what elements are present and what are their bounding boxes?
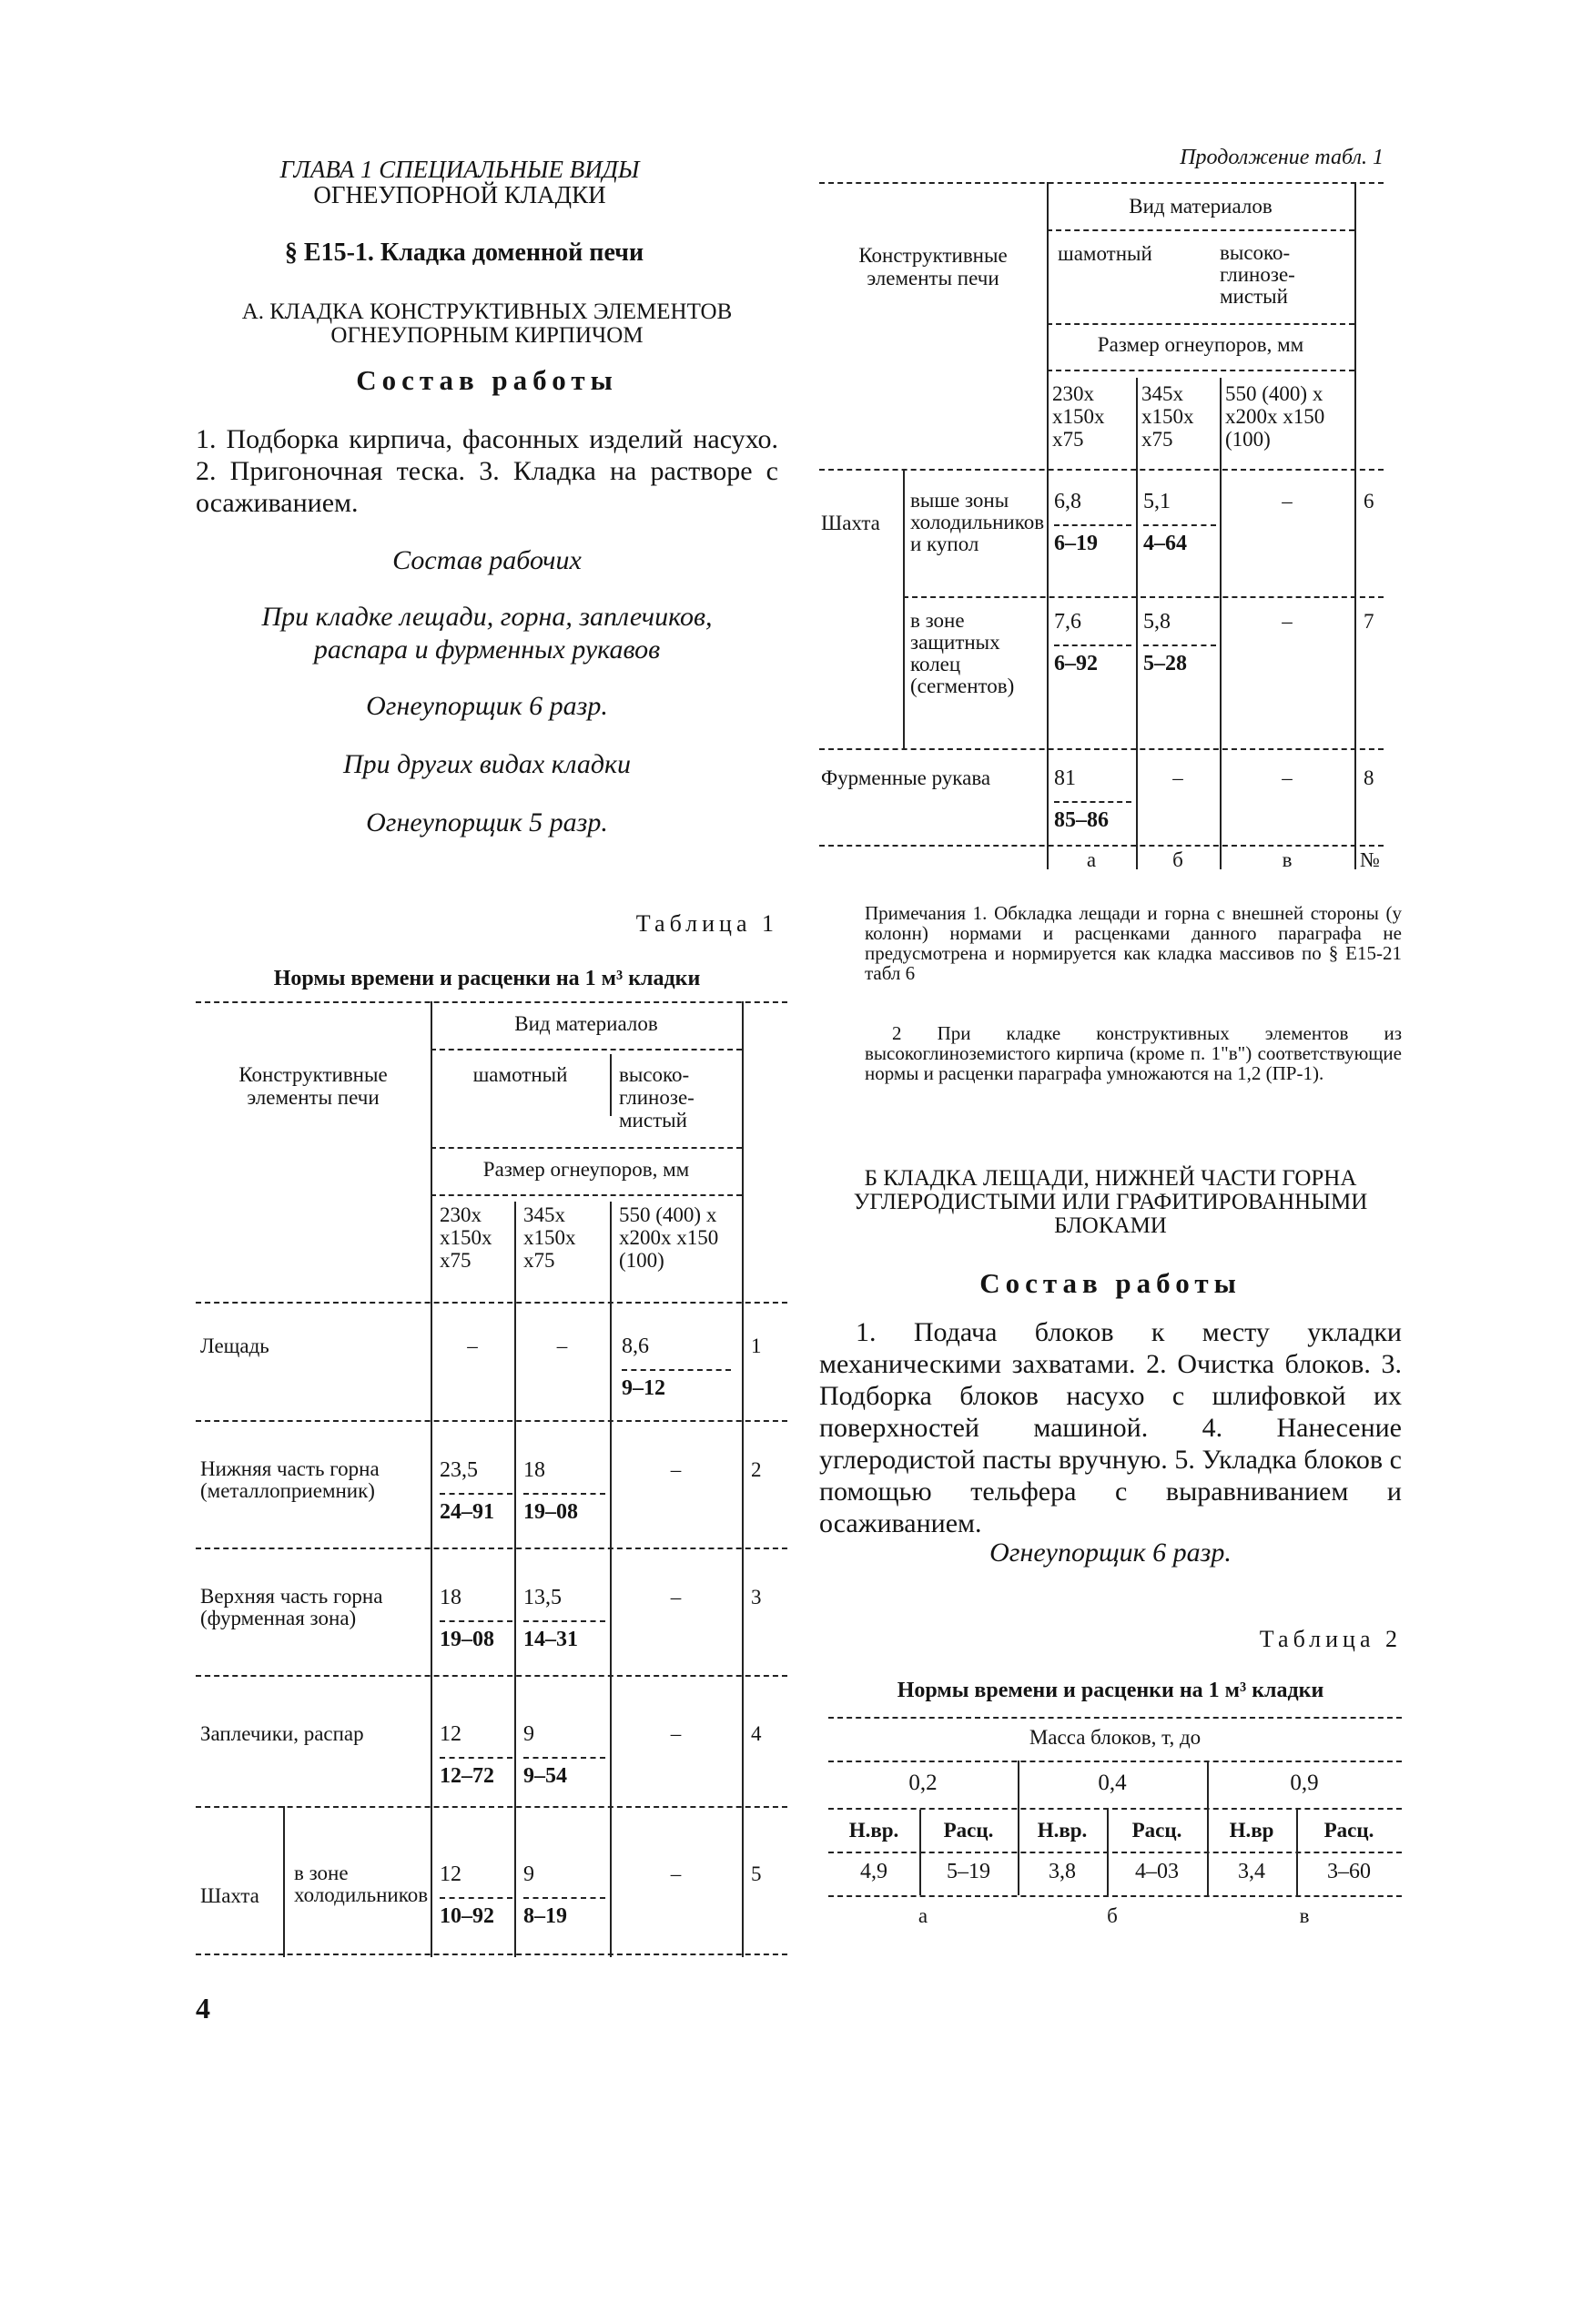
rate: 8–19 [523, 1897, 605, 1928]
mass-value: 0,4 [1098, 1771, 1127, 1795]
work-heading: Состав работы [356, 364, 618, 396]
workers-heading: Состав рабочих [392, 545, 582, 575]
row-label: Лещадь [200, 1335, 269, 1357]
cell-value: – [1172, 766, 1183, 789]
work-heading-b: Состав работы [979, 1267, 1242, 1299]
table-vline [742, 1001, 744, 1957]
row-label: в зоне защитных колец (сегментов) [910, 609, 1015, 697]
row-number: 7 [1364, 610, 1374, 633]
fraction-cell [523, 1862, 605, 1928]
col-elements-header: Конструктивные элементы печи [238, 1063, 388, 1109]
table-vline [431, 1001, 432, 1957]
cell-value: – [670, 1722, 682, 1745]
work-text: 1. Подборка кирпича, фасонных изделий насухо. 2. Пригоночная теска. 3. Кладка на растворе с осаживанием. [196, 424, 778, 518]
rate: 9–54 [523, 1757, 605, 1788]
footer-cell: б [1107, 1904, 1118, 1927]
cell-value: 4,9 [860, 1860, 887, 1883]
table-vline [610, 1054, 612, 1116]
row-label: Заплечики, распар [200, 1722, 364, 1745]
norm-time: 5,1 [1143, 490, 1171, 513]
rate: 5–28 [1143, 644, 1216, 675]
norm-time: 18 [440, 1586, 461, 1609]
fraction-cell [1143, 490, 1216, 555]
table-rule [431, 1049, 742, 1050]
section-a-title [196, 300, 778, 348]
workers-line2: распара и фурменных рукавов [313, 634, 661, 665]
materials-header: Вид материалов [514, 1012, 658, 1035]
rate: 24–91 [440, 1493, 512, 1524]
cell-value: – [670, 1458, 682, 1481]
notes-2: 2 При кладке конструктивных элементов из высокоглиноземистого кирпича (кроме п. 1"в") соответствующие нормы и расценки параграфа умножаются на 1,2 (ПР-1). [865, 1022, 1402, 1084]
fraction-cell [1054, 490, 1131, 555]
table2-label: Таблица 2 [1259, 1626, 1402, 1652]
rate: 9–12 [622, 1369, 731, 1400]
row-label: Нижняя часть горна (металлоприемник) [200, 1457, 380, 1502]
norm-time-header: Н.вр [1229, 1819, 1274, 1842]
size-3: 550 (400) х х200х х150 (100) [619, 1203, 719, 1272]
row-number: 8 [1364, 766, 1374, 789]
cell-value: – [556, 1335, 568, 1357]
notes-1: Примечания 1. Обкладка лещади и горна с внешней стороны (у колонн) нормами и расценками данного параграфа не предусмотрена и нормируется как кладка массивов по § Е15-21 табл 6 [865, 902, 1402, 984]
rate: 6–92 [1054, 644, 1131, 675]
col-elements-header: Конструктивные элементы печи [858, 244, 1008, 289]
cell-value: – [467, 1335, 478, 1357]
table-rule [196, 1954, 787, 1955]
norm-time: 8,6 [622, 1335, 649, 1358]
rate: 12–72 [440, 1757, 512, 1788]
group-label: Шахта [200, 1884, 259, 1907]
table-rule [828, 1895, 1402, 1897]
row-label: Верхняя часть горна (фурменная зона) [200, 1585, 383, 1629]
rate: 4–64 [1143, 524, 1216, 555]
materials-header: Вид материалов [1129, 195, 1273, 218]
fraction-cell [1054, 610, 1131, 675]
table-rule [431, 1147, 742, 1149]
table-1 [196, 1001, 787, 1957]
table-rule [828, 1808, 1402, 1810]
footer-cell: в [1299, 1904, 1310, 1927]
rate: 10–92 [440, 1897, 512, 1928]
table-vline [1354, 182, 1356, 869]
workers-grade1: Огнеупорщик 6 разр. [366, 691, 608, 721]
table-rule [196, 1675, 787, 1677]
section-b-line2: УГЛЕРОДИСТЫМИ ИЛИ ГРАФИТИРОВАННЫМИ [853, 1190, 1368, 1214]
section-b-line3: БЛОКАМИ [1054, 1213, 1167, 1238]
norm-time: 23,5 [440, 1458, 478, 1482]
table1-title: Нормы времени и расценки на 1 м³ кладки [273, 967, 701, 990]
chapter-line1: ГЛАВА 1 СПЕЦИАЛЬНЫЕ ВИДЫ [279, 156, 640, 183]
section-a-line2: ОГНЕУПОРНЫМ КИРПИЧОМ [330, 323, 644, 348]
fraction-cell [523, 1458, 605, 1524]
footer-cell: а [918, 1904, 928, 1927]
table-vline [1136, 378, 1138, 869]
footer-cell: № [1360, 848, 1380, 871]
table-vline [514, 1202, 516, 1957]
table-rule [819, 845, 1384, 847]
norm-time: 12 [440, 1722, 461, 1746]
size-3: 550 (400) х х200х х150 (100) [1225, 382, 1325, 451]
table-rule [819, 182, 1384, 184]
row-label: в зоне холодильников [294, 1862, 429, 1906]
table2-title: Нормы времени и расценки на 1 м³ кладки [897, 1679, 1324, 1702]
table-rule [828, 1852, 1402, 1853]
fraction-cell [1054, 766, 1131, 832]
table-rule [903, 596, 1384, 598]
norm-time: 7,6 [1054, 610, 1081, 634]
norm-time: 81 [1054, 766, 1076, 790]
cell-value: – [1282, 610, 1293, 633]
table-rule [196, 1420, 787, 1422]
table-vline [1047, 182, 1049, 869]
paragraph-title: § Е15-1. Кладка доменной печи [284, 238, 644, 267]
table-rule [196, 1001, 787, 1003]
chapter-line2: ОГНЕУПОРНОЙ КЛАДКИ [313, 181, 606, 208]
row-number: 4 [751, 1722, 762, 1745]
table-rule [828, 1761, 1402, 1762]
table-rule [828, 1717, 1402, 1719]
fraction-cell [1143, 610, 1216, 675]
section-a-line1: А. КЛАДКА КОНСТРУКТИВНЫХ ЭЛЕМЕНТОВ [241, 299, 733, 324]
cell-value: 3–60 [1327, 1860, 1371, 1883]
continuation-label: Продолжение табл. 1 [1180, 146, 1384, 169]
row-number: 5 [751, 1862, 762, 1885]
work-text-b: 1. Подача блоков к месту укладки механическими захватами. 2. Очистка блоков. 3. Подборка блоков насухо с шлифовкой их поверхностей машиной. 4. Нанесение углеродистой пасты вручную. 5. Укладка блоков с помощью тельфера с выравниванием и осаживанием. [819, 1317, 1402, 1538]
chapter-title [246, 157, 674, 208]
rate: 6–19 [1054, 524, 1131, 555]
cell-value: 3,8 [1049, 1860, 1076, 1883]
norm-time: 12 [440, 1862, 461, 1886]
mass-header: Масса блоков, т, до [1029, 1726, 1202, 1749]
rate: 85–86 [1054, 801, 1131, 832]
size-header: Размер огнеупоров, мм [1097, 333, 1304, 356]
high-alumina-header: высоко-глинозе-мистый [619, 1063, 695, 1132]
shamot-header: шамотный [1058, 242, 1152, 265]
table-rule [196, 1302, 787, 1304]
fraction-cell [440, 1862, 512, 1928]
size-header: Размер огнеупоров, мм [482, 1158, 690, 1181]
footer-cell: б [1172, 848, 1183, 871]
cell-value: – [1282, 766, 1293, 789]
cell-value: – [670, 1586, 682, 1609]
size-1: 230х х150х х75 [440, 1203, 492, 1272]
fraction-cell [440, 1722, 512, 1788]
workers-other: При других видах кладки [342, 749, 632, 779]
group-label: Шахта [821, 512, 880, 534]
fraction-cell [622, 1335, 731, 1400]
cell-value: 5–19 [947, 1860, 990, 1883]
cell-value: – [1282, 490, 1293, 512]
page-number: 4 [196, 1992, 210, 2025]
table-rule [819, 748, 1384, 750]
size-2: 345х х150х х75 [1141, 382, 1194, 451]
norm-time: 18 [523, 1458, 545, 1482]
row-number: 6 [1364, 490, 1374, 512]
row-number: 3 [751, 1586, 762, 1609]
rate: 19–08 [523, 1493, 605, 1524]
cell-value: – [670, 1862, 682, 1885]
high-alumina-header: высоко-глинозе-мистый [1220, 241, 1295, 308]
cell-value: 3,4 [1238, 1860, 1265, 1883]
table-vline [903, 469, 905, 749]
norm-time-header: Н.вр. [848, 1819, 899, 1842]
rate-header: Расц. [943, 1819, 994, 1842]
section-b-line1: Б КЛАДКА ЛЕЩАДИ, НИЖНЕЙ ЧАСТИ ГОРНА [864, 1166, 1357, 1191]
table-rule [1047, 370, 1354, 371]
norm-time: 13,5 [523, 1586, 562, 1609]
section-b-title [819, 1167, 1402, 1238]
cell-value: 4–03 [1135, 1860, 1179, 1883]
fraction-cell [440, 1586, 512, 1651]
table1-label: Таблица 1 [635, 910, 778, 937]
rate-header: Расц. [1323, 1819, 1374, 1842]
row-number: 1 [751, 1335, 762, 1357]
row-number: 2 [751, 1458, 762, 1481]
size-2: 345х х150х х75 [523, 1203, 576, 1272]
norm-time: 5,8 [1143, 610, 1171, 634]
fraction-cell [440, 1458, 512, 1524]
rate: 19–08 [440, 1620, 512, 1651]
size-1: 230х х150х х75 [1052, 382, 1105, 451]
row-label: выше зоны холодильников и купол [910, 489, 1045, 555]
rate: 14–31 [523, 1620, 605, 1651]
mass-value: 0,2 [908, 1771, 938, 1795]
shamot-header: шамотный [472, 1063, 568, 1086]
table-2 [828, 1717, 1402, 1954]
mass-value: 0,9 [1290, 1771, 1319, 1795]
norm-time: 6,8 [1054, 490, 1081, 513]
workers-grade-b: Огнеупорщик 6 разр. [989, 1537, 1232, 1568]
table-rule [196, 1548, 787, 1549]
footer-cell: а [1086, 848, 1097, 871]
fraction-cell [523, 1722, 605, 1788]
table-rule [431, 1194, 742, 1196]
footer-cell: в [1282, 848, 1293, 871]
table-vline [283, 1806, 285, 1957]
norm-time: 9 [523, 1722, 534, 1746]
rate-header: Расц. [1131, 1819, 1182, 1842]
table-rule [1047, 229, 1354, 231]
row-label: Фурменные рукава [821, 766, 991, 789]
table-vline [610, 1202, 612, 1957]
table-1-continued [819, 182, 1384, 869]
norm-time: 9 [523, 1862, 534, 1886]
workers-line1: При кладке лещади, горна, заплечиков, [261, 602, 713, 632]
table-rule [1047, 323, 1354, 325]
table-rule [819, 469, 1384, 471]
fraction-cell [523, 1586, 605, 1651]
norm-time-header: Н.вр. [1037, 1819, 1088, 1842]
workers-grade2: Огнеупорщик 5 разр. [366, 807, 608, 837]
